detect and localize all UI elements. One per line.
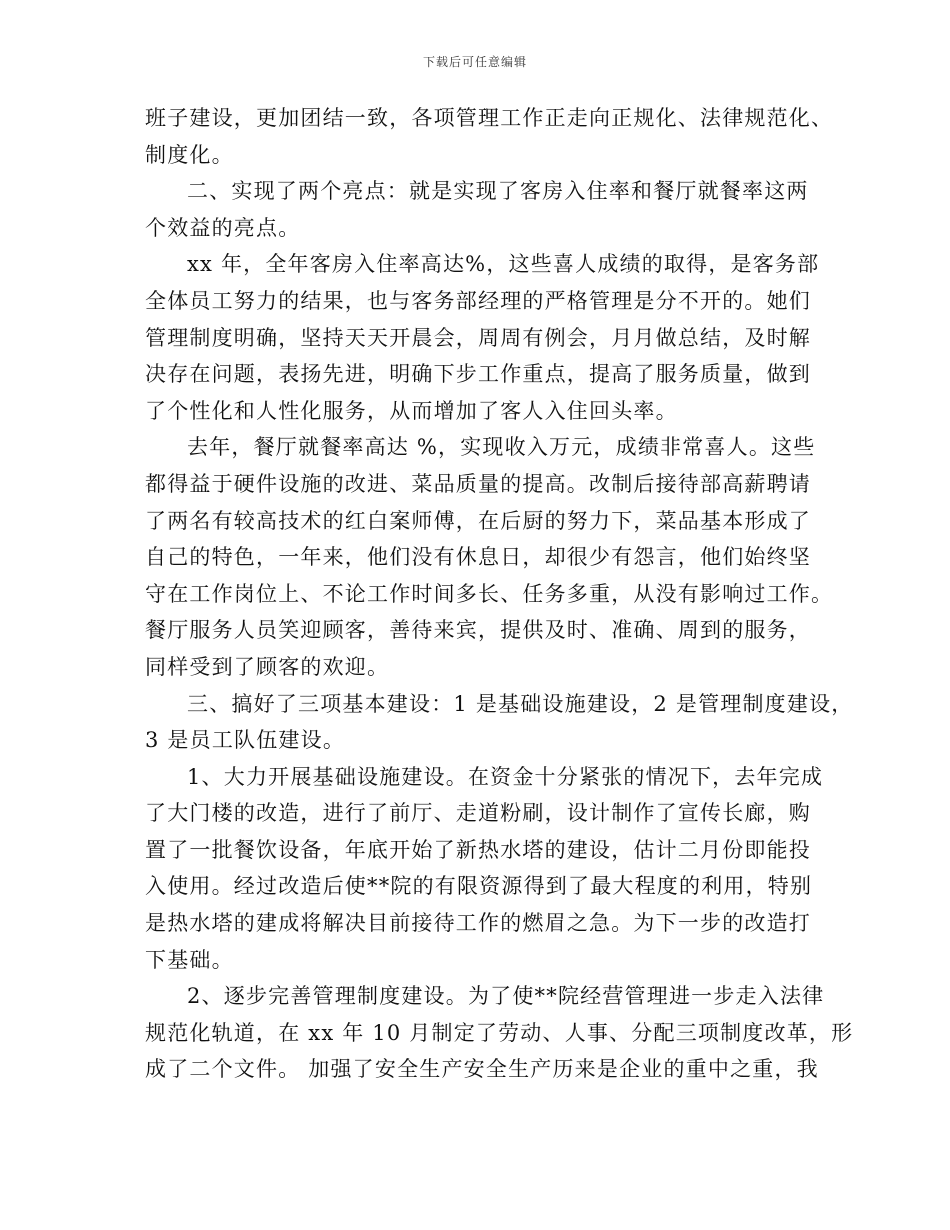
text-line: 全体员工努力的结果，也与客务部经理的严格管理是分不开的。她们	[145, 288, 811, 313]
text-line: 下基础。	[145, 947, 234, 972]
text-line: 了大门楼的改造，进行了前厅、走道粉刷，设计制作了宣传长廊，购	[145, 801, 811, 826]
text-line: 同样受到了顾客的欢迎。	[145, 654, 390, 679]
text-line: 是热水塔的建成将解决目前接待工作的燃眉之急。为下一步的改造打	[145, 911, 811, 936]
text-line: 了两名有较高技术的红白案师傅，在后厨的努力下，菜品基本形成了	[145, 508, 811, 533]
text-line: 三、搞好了三项基本建设：1 是基础设施建设，2 是管理制度建设，	[187, 691, 854, 716]
text-line: 1、大力开展基础设施建设。在资金十分紧张的情况下，去年完成	[187, 764, 824, 789]
text-line: 自己的特色，一年来，他们没有休息日，却很少有怨言，他们始终坚	[145, 545, 811, 570]
text-line: 餐厅服务人员笑迎顾客，善待来宾，提供及时、准确、周到的服务，	[145, 618, 811, 643]
text-line: 置了一批餐饮设备，年底开始了新热水塔的建设，估计二月份即能投	[145, 837, 811, 862]
text-line: 规范化轨道，在 xx 年 10 月制定了劳动、人事、分配三项制度改革，形	[145, 1020, 854, 1045]
paragraph	[145, 759, 824, 979]
text-line: 个效益的亮点。	[145, 215, 301, 240]
text-line: 二、实现了两个亮点：就是实现了客房入住率和餐厅就餐率这两	[187, 179, 809, 204]
page-header: 下载后可任意编辑	[422, 55, 527, 69]
paragraph	[145, 429, 834, 685]
text-line: 3 是员工队伍建设。	[145, 728, 346, 753]
text-line: 制度化。	[145, 142, 234, 167]
text-line: 决存在问题，表扬先进，明确下步工作重点，提高了服务质量，做到	[145, 362, 811, 387]
text-line: 2、逐步完善管理制度建设。为了使**院经营管理进一步走入法律	[187, 984, 825, 1009]
text-line: xx 年，全年客房入住率高达%，这些喜人成绩的取得，是客务部	[187, 252, 820, 277]
document-body	[145, 100, 854, 1088]
text-line: 成了二个文件。 加强了安全生产安全生产历来是企业的重中之重，我	[145, 1057, 819, 1082]
text-line: 入使用。经过改造后使**院的有限资源得到了最大程度的利用，特别	[145, 874, 813, 899]
paragraph	[145, 173, 817, 246]
paragraph	[145, 686, 854, 759]
text-line: 守在工作岗位上、不论工作时间多长、任务多重，从没有影响过工作。	[145, 581, 834, 606]
text-line: 班子建设，更加团结一致，各项管理工作正走向正规化、法律规范化、	[145, 106, 834, 130]
text-line: 都得益于硬件设施的改进、菜品质量的提高。改制后接待部高薪聘请	[145, 471, 811, 496]
paragraph	[145, 100, 834, 173]
text-line: 管理制度明确，坚持天天开晨会，周周有例会，月月做总结，及时解	[145, 325, 811, 350]
text-line: 去年，餐厅就餐率高达 %，实现收入万元，成绩非常喜人。这些	[187, 435, 816, 460]
paragraph	[145, 246, 820, 429]
paragraph	[145, 978, 854, 1088]
text-line: 了个性化和人性化服务，从而增加了客人入住回头率。	[145, 398, 678, 423]
